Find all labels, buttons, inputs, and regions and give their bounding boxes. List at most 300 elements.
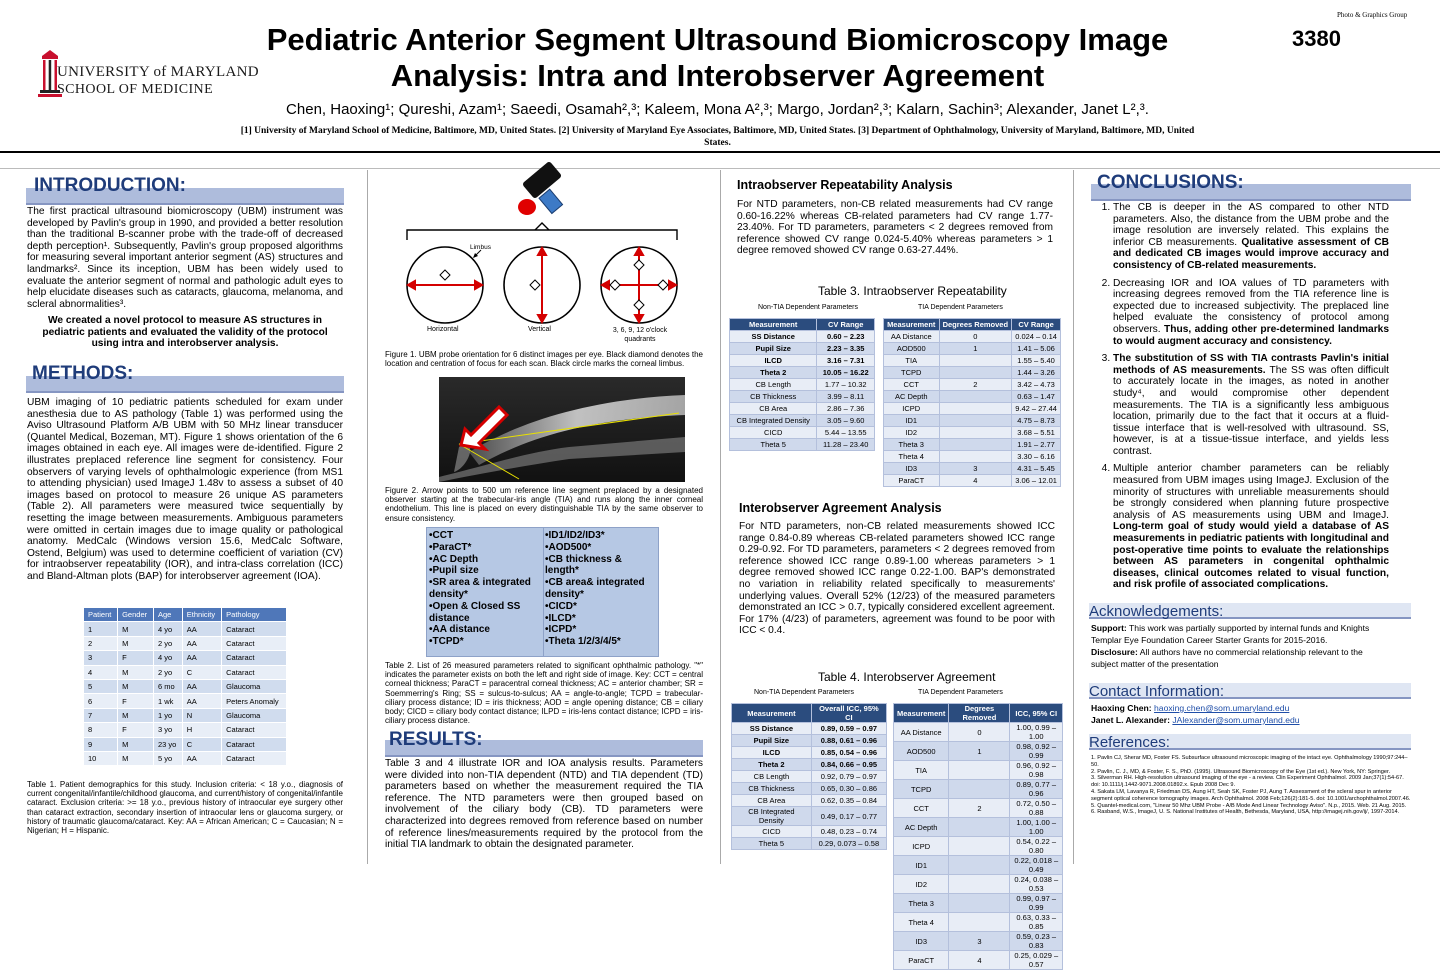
- table4-td-cell: 0.89, 0.77 – 0.96: [1010, 780, 1063, 799]
- table4-ntd-cell: Theta 5: [732, 838, 812, 850]
- table-1-cell: 1 yo: [153, 708, 182, 722]
- table4-td-row: [894, 723, 1063, 742]
- table-2-parameter: • Theta 1/2/3/4/5*: [545, 636, 658, 648]
- table3-ntd-cell: 10.05 – 16.22: [817, 367, 875, 379]
- table3-td-cell: 3.30 – 6.16: [1012, 451, 1061, 463]
- table3-td-cell: ParaCT: [884, 475, 940, 487]
- table-1-cell: 6: [84, 694, 118, 708]
- poster-number: 3380: [1292, 26, 1341, 51]
- contact-heading: Contact Information:: [1089, 683, 1225, 700]
- table-1-cell: Cataract: [222, 665, 287, 679]
- table3-td-cell: AC Depth: [884, 391, 940, 403]
- table-2-parameter: • AC Depth: [429, 554, 544, 566]
- table4-td-cell: TIA: [894, 761, 949, 780]
- table3-ntd-row: [730, 415, 875, 427]
- table4-td-cell: 0.25, 0.029 – 0.57: [1010, 951, 1063, 970]
- table4-td-row: [894, 761, 1063, 780]
- table-1-row: [84, 723, 287, 737]
- table3-td-cell: [939, 427, 1012, 439]
- table4-td-cell: 1.00, 0.99 – 1.00: [1010, 723, 1063, 742]
- contact-name-1: Haoxing Chen:: [1091, 703, 1152, 713]
- table-4-ntd-header: Measurement: [732, 704, 812, 723]
- table-1-demographics: [83, 607, 287, 766]
- conclusion-item: [1113, 353, 1389, 457]
- table-1-cell: 1 wk: [153, 694, 182, 708]
- table3-td-cell: 1.55 – 5.40: [1012, 355, 1061, 367]
- table4-td-cell: 0.59, 0.23 – 0.83: [1010, 932, 1063, 951]
- table4-td-cell: 0.54, 0.22 – 0.80: [1010, 837, 1063, 856]
- conclusion-text: The SS was often difficult to accurately locate in the images, as noted in another study⁴, and would compromise other dependent measurements. The TIA is a significantly less ambiguous location, primarily due to the fact that it occurs at a fluid-tissue interface that is well-resolved with ultrasound. SS, however, is at a tissue-tissue interface, and yields less contrast.: [1113, 364, 1389, 457]
- table4-ntd-cell: Theta 2: [732, 759, 812, 771]
- table3-td-cell: 3.68 – 5.51: [1012, 427, 1061, 439]
- table-3-td-header: Degrees Removed: [939, 319, 1012, 331]
- table-1-cell: 9: [84, 737, 118, 751]
- methods-heading: METHODS:: [32, 363, 134, 384]
- logo-school-name: SCHOOL OF MEDICINE: [57, 82, 214, 97]
- table4-td-cell: ID2: [894, 875, 949, 894]
- table4-td-cell: 0.22, 0.018 – 0.49: [1010, 856, 1063, 875]
- interobserver-heading: Interobserver Agreement Analysis: [739, 501, 942, 515]
- table4-td-cell: [949, 761, 1010, 780]
- table-1-cell: 4 yo: [153, 651, 182, 665]
- table3-ntd-row: [730, 331, 875, 343]
- table-2-parameter: • ICPD*: [545, 624, 658, 636]
- table3-ntd-row: [730, 403, 875, 415]
- table4-ntd-row: [732, 759, 887, 771]
- table-4-title: Table 4. Interobserver Agreement: [818, 670, 996, 684]
- reference-item: 1. Pavlin CJ, Sherar MD, Foster FS. Subsurface ultrasound microscopic imaging of the intact eye. Ophthalmology 1990;97:244–50.: [1091, 755, 1408, 768]
- table-1-cell: Glaucoma: [222, 708, 287, 722]
- table4-td-cell: [949, 913, 1010, 932]
- table-4-td-label: TIA Dependent Parameters: [918, 689, 1003, 696]
- table-1-cell: C: [182, 665, 221, 679]
- table3-td-cell: AA Distance: [884, 331, 940, 343]
- table4-td-cell: [949, 875, 1010, 894]
- table-1-cell: 2 yo: [153, 636, 182, 650]
- table4-td-cell: 2: [949, 799, 1010, 818]
- table-4-ntd-label: Non-TIA Dependent Parameters: [754, 689, 854, 696]
- author-list: Chen, Haoxing¹; Qureshi, Azam¹; Saeedi, Osamah²,³; Kaleem, Mona A²,³; Margo, Jordan²,³; Kalarn, Sachin³; Alexander, Janet L²,³.: [286, 101, 1149, 118]
- table-1-row: [84, 665, 287, 679]
- conclusion-item: [1113, 463, 1389, 591]
- table-1-cell: 4: [84, 665, 118, 679]
- table-3-td-label: TIA Dependent Parameters: [918, 304, 1003, 311]
- table3-td-row: [884, 403, 1061, 415]
- table-1-cell: AA: [182, 622, 221, 636]
- affiliations: [1] University of Maryland School of Medicine, Baltimore, MD, United States. [2] University of Maryland Eye Associates, Baltimore, MD, United States. [3] Department of Ophthalmology, University of Maryland, Baltimore, MD, United States.: [240, 126, 1195, 148]
- header-divider-band: [0, 153, 1440, 169]
- table-2-parameter: • ILCD*: [545, 613, 658, 625]
- table4-td-row: [894, 780, 1063, 799]
- table3-td-row: [884, 415, 1061, 427]
- table4-td-cell: [949, 818, 1010, 837]
- table3-ntd-cell: 5.44 – 13.55: [817, 427, 875, 439]
- table3-td-cell: 0: [939, 331, 1012, 343]
- contact-email-2[interactable]: JAlexander@som.umaryland.edu: [1172, 715, 1300, 725]
- figure-1-label-limbus: Limbus: [470, 244, 491, 251]
- table4-td-row: [894, 856, 1063, 875]
- table4-td-cell: Theta 3: [894, 894, 949, 913]
- table-3-td-header: Measurement: [884, 319, 940, 331]
- table3-ntd-cell: CB Length: [730, 379, 817, 391]
- table3-ntd-cell: SS Distance: [730, 331, 817, 343]
- table4-ntd-cell: CB Length: [732, 771, 812, 783]
- table-3-ntd: [729, 318, 875, 451]
- table4-td-cell: CCT: [894, 799, 949, 818]
- table-1-cell: F: [118, 651, 154, 665]
- table3-td-cell: 2: [939, 379, 1012, 391]
- table-1-cell: H: [182, 723, 221, 737]
- table3-td-cell: 3: [939, 463, 1012, 475]
- table4-td-cell: 1: [949, 742, 1010, 761]
- figure-2-ubm-image: [439, 377, 685, 482]
- table-2-caption: Table 2. List of 26 measured parameters related to significant ophthalmic pathology. "*" indicates the parameter exists on both the left and right side of image. Key: CCT = central corneal thickness; ParaCT = paracentral corneal thickness; AC = anterior chamber; SR = Soemmerring's Ring; SS = sulcus-to-sulcus; AA = angle-to-angle; TCPD = trabecular-ciliary process distance; ID = iris thickness; AOD = angle opening distance; CB = ciliary body; CICD = ciliary body contact distance; ILPD = iris-lens contact distance; ICPD = iris-ciliary process distance.: [385, 661, 703, 726]
- contact-name-2: Janet L. Alexander:: [1091, 715, 1170, 725]
- table4-td-row: [894, 837, 1063, 856]
- table-1-cell: 2: [84, 636, 118, 650]
- table-4-td-header: Measurement: [894, 704, 949, 723]
- table3-ntd-cell: Theta 2: [730, 367, 817, 379]
- table-1-header-row: [84, 608, 287, 622]
- conclusion-item: [1113, 278, 1389, 348]
- reference-item: 3. Silverman RH. High-resolution ultrasound imaging of the eye - a review. Clin Experiment Ophthalmol. 2009 Jan;37(1):54-67. doi: 10.1111/j.1442-9071.2008.01892.x. Epub 2008 Dec 9.: [1091, 775, 1404, 789]
- table4-td-row: [894, 875, 1063, 894]
- table3-td-cell: Theta 3: [884, 439, 940, 451]
- table3-td-cell: Theta 4: [884, 451, 940, 463]
- table-1-cell: M: [118, 622, 154, 636]
- reference-item: 2. Pavlin, C. J., MD, & Foster, F. S., PhD. (1995). Ultrasound Biomicroscopy of the Eye (1st ed.). New York, NY: Springer.: [1091, 768, 1391, 775]
- table3-ntd-row: [730, 367, 875, 379]
- table-1-cell: AA: [182, 651, 221, 665]
- table-2-parameter-list: [426, 527, 659, 657]
- figure-1-label-vertical: Vertical: [528, 326, 551, 333]
- table3-td-cell: TIA: [884, 355, 940, 367]
- table-1-cell: 10: [84, 751, 118, 765]
- table3-td-cell: 4: [939, 475, 1012, 487]
- table-1-cell: N: [182, 708, 221, 722]
- table4-ntd-cell: 0.88, 0.61 – 0.96: [811, 735, 886, 747]
- table-1-row: [84, 636, 287, 650]
- table-3-td-header: CV Range: [1012, 319, 1061, 331]
- results-text: Table 3 and 4 illustrate IOR and IOA analysis results. Parameters were divided into non-TIA dependent (NTD) and TIA dependent (TD) parameters based on whether the measurement required the TIA reference. The NTD parameters were then grouped based on involvement of the ciliary body (CB). TD parameters were characterized into degrees removed from reference based on number of reference lines/measurements required by the protocol from the initial TIA landmark to obtain the designated parameter.: [385, 758, 703, 851]
- table4-ntd-cell: 0.89, 0.59 – 0.97: [811, 723, 886, 735]
- table3-td-cell: [939, 439, 1012, 451]
- table4-td-cell: AOD500: [894, 742, 949, 761]
- table-1-cell: M: [118, 751, 154, 765]
- results-heading: RESULTS:: [389, 729, 483, 750]
- table4-td-cell: 0.24, 0.038 – 0.53: [1010, 875, 1063, 894]
- table-1-cell: 7: [84, 708, 118, 722]
- table4-td-cell: 0.98, 0.92 – 0.99: [1010, 742, 1063, 761]
- table-1-cell: M: [118, 665, 154, 679]
- reference-item: 5. Quantel-medical.com, "Linear 50 Mhz UBM Probe - A/B Mode And Linear Technology Aviso". N.p., 2015. Web. 21 Aug. 2015.: [1091, 802, 1407, 809]
- conclusion-emphasis: Long-term goal of study would yield a database of AS measurements in pediatric patients with longitudinal and post-operative time points to evaluate the relationships between AS parameters in congenital ophthalmic diseases, clinical outcomes related to visual function, and risk profile of associated complications.: [1113, 521, 1389, 591]
- contact-info: [1091, 702, 1401, 726]
- table4-td-cell: 1.00, 1.00 – 1.00: [1010, 818, 1063, 837]
- contact-email-1[interactable]: haoxing.chen@som.umaryland.edu: [1154, 703, 1290, 713]
- table-1-row: [84, 737, 287, 751]
- conclusion-text: Multiple anterior chamber parameters can be reliably measured from UBM images using ImageJ. Exclusion of the minority of structures with unreliable measurements should be strongly considered when planning future prospective analysis of AS measurements using UBM and ImageJ.: [1113, 463, 1389, 521]
- table4-td-cell: 0.72, 0.50 – 0.88: [1010, 799, 1063, 818]
- table-1-row: [84, 679, 287, 693]
- table-2-parameter: • CCT: [429, 530, 544, 542]
- table3-ntd-cell: ILCD: [730, 355, 817, 367]
- table4-td-cell: ICPD: [894, 837, 949, 856]
- intraobserver-heading: Intraobserver Repeatability Analysis: [737, 178, 953, 192]
- table-1-cell: 23 yo: [153, 737, 182, 751]
- table3-td-cell: 1.41 – 5.06: [1012, 343, 1061, 355]
- table3-td-cell: 1.91 – 2.77: [1012, 439, 1061, 451]
- table4-ntd-row: [732, 838, 887, 850]
- table3-td-row: [884, 355, 1061, 367]
- table3-ntd-row: [730, 427, 875, 439]
- table3-td-row: [884, 475, 1061, 487]
- support-text: This work was partially supported by internal funds and Knights Templar Eye Foundation Career Starter Grants for 2015-2016.: [1091, 623, 1370, 645]
- table3-td-row: [884, 379, 1061, 391]
- table-2-parameter: • CB area& integrated density*: [545, 577, 658, 601]
- table4-ntd-row: [732, 783, 887, 795]
- table3-td-cell: 3.42 – 4.73: [1012, 379, 1061, 391]
- references-band: [1089, 734, 1411, 750]
- table4-td-row: [894, 742, 1063, 761]
- table3-ntd-cell: Pupil Size: [730, 343, 817, 355]
- conclusion-text: Decreasing IOR and IOA values of TD parameters with increasing degrees removed from the TIA reference line is expected due to increased subjectivity. The preplaced line helped evaluate the consistency of protocol among observers.: [1113, 277, 1389, 335]
- table3-td-cell: [939, 451, 1012, 463]
- table3-td-cell: AOD500: [884, 343, 940, 355]
- conclusion-emphasis: Thus, adding other pre-determined landmarks to would augment accuracy and consistency.: [1113, 323, 1390, 347]
- conclusions-list: [1103, 202, 1389, 597]
- reference-item: 6. Rasband, W.S., ImageJ, U. S. National Institutes of Health, Bethesda, Maryland, USA, http://imagej.nih.gov/ij/, 1997-2014.: [1091, 809, 1400, 816]
- table3-td-cell: 1.44 – 3.26: [1012, 367, 1061, 379]
- table-1-cell: Cataract: [222, 751, 287, 765]
- table-4-td: [893, 703, 1063, 970]
- column-divider-1: [367, 170, 368, 864]
- table-1-cell: C: [182, 737, 221, 751]
- table-3-ntd-header: Measurement: [730, 319, 817, 331]
- table-2-parameter: • Pupil size: [429, 565, 544, 577]
- table3-ntd-cell: 1.77 – 10.32: [817, 379, 875, 391]
- table4-td-cell: 0.96, 0.92 – 0.98: [1010, 761, 1063, 780]
- reference-item: 4. Sakata LM, Lavanya R, Friedman DS, Aung HT, Seah SK, Foster PJ, Aung T. Assessment of the scleral spur in anterior segment optical coherence tomography images. Arch Ophthalmol. 2008 Feb;126(2):181-5. doi: 10.1001/archophthalmol.2007.46.: [1091, 788, 1411, 802]
- figure-2-caption: Figure 2. Arrow points to 500 um reference line segment preplaced by a designated observer starting at the trabecular-iris angle (TIA) and runs along the inner corneal endothelium. This line is placed on every distinguishable TIA by the same observer to ensure consistency.: [385, 486, 703, 523]
- table3-ntd-cell: 3.16 – 7.31: [817, 355, 875, 367]
- table4-ntd-cell: CICD: [732, 826, 812, 838]
- table4-td-cell: [949, 837, 1010, 856]
- table-1-cell: M: [118, 636, 154, 650]
- table4-ntd-cell: 0.92, 0.79 – 0.97: [811, 771, 886, 783]
- table4-td-cell: Theta 4: [894, 913, 949, 932]
- table-4-td-header: Degrees Removed: [949, 704, 1010, 723]
- logo-university-name: UNIVERSITY of MARYLAND: [57, 64, 259, 80]
- table4-td-cell: ParaCT: [894, 951, 949, 970]
- table4-ntd-cell: ILCD: [732, 747, 812, 759]
- table4-td-cell: TCPD: [894, 780, 949, 799]
- table-1-cell: F: [118, 723, 154, 737]
- table-1-cell: 1: [84, 622, 118, 636]
- table3-td-cell: 0.024 – 0.14: [1012, 331, 1061, 343]
- table-1-cell: 4 yo: [153, 622, 182, 636]
- table-1-cell: AA: [182, 694, 221, 708]
- table3-ntd-row: [730, 391, 875, 403]
- table3-td-cell: 0.63 – 1.47: [1012, 391, 1061, 403]
- references-list: [1091, 755, 1411, 816]
- table4-td-cell: ID1: [894, 856, 949, 875]
- table-1-cell: M: [118, 679, 154, 693]
- table3-td-row: [884, 463, 1061, 475]
- table-1-cell: Cataract: [222, 622, 287, 636]
- table3-td-cell: TCPD: [884, 367, 940, 379]
- table3-td-cell: 3.06 – 12.01: [1012, 475, 1061, 487]
- table4-td-cell: ID3: [894, 932, 949, 951]
- contact-band: [1089, 683, 1411, 699]
- table-1-cell: Glaucoma: [222, 679, 287, 693]
- table-1-header: Patient: [84, 608, 118, 622]
- figure-1-label-quadrants: 3, 6, 9, 12 o'clock quadrants: [612, 327, 668, 343]
- table4-td-cell: [949, 894, 1010, 913]
- table-1-cell: Peters Anomaly: [222, 694, 287, 708]
- table-1-cell: 8: [84, 723, 118, 737]
- acknowledgements-band: [1089, 603, 1411, 619]
- table-1-header: Gender: [118, 608, 154, 622]
- table-2-parameter: • TCPD*: [429, 636, 544, 648]
- table3-ntd-row: [730, 343, 875, 355]
- table3-ntd-cell: 3.05 – 9.60: [817, 415, 875, 427]
- table3-td-cell: CCT: [884, 379, 940, 391]
- table-1-row: [84, 622, 287, 636]
- table4-td-row: [894, 932, 1063, 951]
- table-3-ntd-header: CV Range: [817, 319, 875, 331]
- table4-ntd-cell: 0.85, 0.54 – 0.96: [811, 747, 886, 759]
- table4-td-cell: 0.99, 0.97 – 0.99: [1010, 894, 1063, 913]
- title-line-2: Analysis: Intra and Interobserver Agreement: [390, 58, 1045, 93]
- table4-ntd-cell: 0.29, 0.073 – 0.58: [811, 838, 886, 850]
- table-2-parameter: • CB thickness & length*: [545, 554, 658, 578]
- table3-td-row: [884, 391, 1061, 403]
- table-1-cell: Cataract: [222, 651, 287, 665]
- methods-text: UBM imaging of 10 pediatric patients scheduled for exam under anesthesia due to AS pathology (Table 1) was performed using the Aviso Ultrasound Platform A/B UBM with 50 MHz linear transducer (Quantel Medical, Bozeman, MT). Figure 1 shows orientation of the 6 images obtained in each eye. All images were de-identified. Figure 2 illustrates preplaced reference line segment for consistency. Four observers of varying levels of ophthalmologic experience (from MS1 to attending physician) used ImageJ 1.48v to assess a subset of 40 images based on protocol to measure 26 unique AS parameters (Table 2). All parameters were measured twice sequentially by resetting the image between measurements. Ambiguous parameters were omitted in certain images due to image quality or pathological anatomy. MedCalc (Windows version 15.6, MedCalc Software, Ostend, Belgium) was used to determine coefficient of variation (CV) for intraobserver repeatability (IOR), and intra-class correlation (ICC) and Bland-Altman plots (BAP) for interobserver agreement (IOA).: [27, 397, 343, 582]
- table-1-cell: Cataract: [222, 737, 287, 751]
- table-1-row: [84, 751, 287, 765]
- table-1-cell: Cataract: [222, 636, 287, 650]
- table3-ntd-cell: CB Area: [730, 403, 817, 415]
- figure-1-caption: Figure 1. UBM probe orientation for 6 distinct images per eye. Black diamond denotes the location and centration of focus for each scan. Black circle marks the corneal limbus.: [385, 350, 703, 369]
- table4-ntd-cell: SS Distance: [732, 723, 812, 735]
- title-line-1: Pediatric Anterior Segment Ultrasound Biomicroscopy Image: [266, 22, 1169, 57]
- ubm-probe-icon: [518, 161, 563, 215]
- intraobserver-text: For NTD parameters, non-CB related measurements had CV range 0.60-16.22% whereas CB-related parameters had CV range 1.77-23.40%. For TD parameters, parameters < 2 degrees removed from reference showed CV range 0.024-5.40% whereas parameters > 1 degree removed showed CV range 0.63-27.44%.: [737, 199, 1053, 257]
- support-label: Support:: [1091, 623, 1127, 633]
- table4-ntd-cell: Pupil Size: [732, 735, 812, 747]
- table3-td-cell: 9.42 – 27.44: [1012, 403, 1061, 415]
- interobserver-text: For NTD parameters, non-CB related measurements showed ICC range 0.84-0.89 whereas CB-related parameters showed ICC range 0.29-0.92. For TD parameters, parameters < 2 degrees removed from reference showed ICC range 0.89-1.00 whereas parameters > 1 degree removed showed ICC range 0.22-1.00. BAP's demonstrated no variation in reliability related specifically to measurements' underlying values. Overall 52% (12/23) of the measured parameters demonstrated an ICC > 0.7, typically considered excellent agreement. For 17% (4/23) of parameters, agreement was found to be poor with ICC < 0.4.: [739, 521, 1055, 637]
- table-1-row: [84, 651, 287, 665]
- table-1-cell: F: [118, 694, 154, 708]
- table3-td-cell: 4.75 – 8.73: [1012, 415, 1061, 427]
- table-1-cell: 2 yo: [153, 665, 182, 679]
- table-1-caption: Table 1. Patient demographics for this study. Inclusion criteria: < 18 y.o., diagnosis of current congenital/infantile/childhood glaucoma, and current/history of congenital/infantile cataract. Exclusion criteria: >= 18 y.o., previous history of intraocular eye surgery other than cataract extraction, secondary insertion of intraocular lens or glaucoma surgery, or history of traumatic glaucoma/cataract. Key: AA = African American; C = Caucasian; N = Nigerian; H = Hispanic.: [27, 780, 343, 836]
- acknowledgements-heading: Acknowledgements:: [1089, 603, 1224, 620]
- table3-ntd-cell: CB Thickness: [730, 391, 817, 403]
- poster-title: [240, 22, 1195, 94]
- table-1-cell: 6 mo: [153, 679, 182, 693]
- table-2-parameter: • CICD*: [545, 601, 658, 613]
- table-1-cell: 3: [84, 651, 118, 665]
- table3-td-row: [884, 439, 1061, 451]
- disclosure-text: All authors have no commercial relationship relevant to the subject matter of the presentation: [1091, 647, 1363, 669]
- table4-td-row: [894, 818, 1063, 837]
- table4-td-cell: 4: [949, 951, 1010, 970]
- table-1-cell: 5 yo: [153, 751, 182, 765]
- table-1-row: [84, 694, 287, 708]
- introduction-text: The first practical ultrasound biomicroscopy (UBM) instrument was developed by Pavlin's group in 1990, and provided a better resolution than the traditional B-scanner probe with the trade-off of decreased depth perception¹. Subsequently, Pavlin's group proposed algorithms for measuring several important anterior segment (AS) structures and landmarks². Since its inception, UBM has been widely used to evaluate the anterior segment of normal and pathologic adult eyes to help elucidate diseases such as cataracts, glaucoma, melanoma, and scleral abnormalities³.: [27, 206, 343, 310]
- table4-ntd-row: [732, 723, 887, 735]
- conclusions-heading: CONCLUSIONS:: [1097, 172, 1244, 193]
- table3-td-row: [884, 343, 1061, 355]
- table4-td-row: [894, 799, 1063, 818]
- table3-td-cell: ID2: [884, 427, 940, 439]
- table3-ntd-cell: 11.28 – 23.40: [817, 439, 875, 451]
- table4-ntd-cell: 0.48, 0.23 – 0.74: [811, 826, 886, 838]
- table-1-cell: 3 yo: [153, 723, 182, 737]
- table-1-cell: AA: [182, 636, 221, 650]
- table3-td-cell: 1: [939, 343, 1012, 355]
- table-1-row: [84, 708, 287, 722]
- table4-ntd-row: [732, 807, 887, 826]
- table3-ntd-cell: 3.99 – 8.11: [817, 391, 875, 403]
- table3-ntd-cell: 2.23 – 3.35: [817, 343, 875, 355]
- table3-td-cell: [939, 367, 1012, 379]
- table4-td-cell: [949, 856, 1010, 875]
- table3-td-row: [884, 331, 1061, 343]
- study-aim: We created a novel protocol to measure AS structures in pediatric patients and evaluated the validity of the protocol using intra and interobserver analysis.: [42, 315, 328, 350]
- table-2-parameter: • AA distance: [429, 624, 544, 636]
- column-divider-3: [1073, 170, 1074, 864]
- table4-ntd-cell: CB Integrated Density: [732, 807, 812, 826]
- table4-ntd-cell: CB Area: [732, 795, 812, 807]
- table-2-parameter: • ID1/ID2/ID3*: [545, 530, 658, 542]
- table4-td-row: [894, 951, 1063, 970]
- table4-ntd-cell: CB Thickness: [732, 783, 812, 795]
- table4-td-cell: 3: [949, 932, 1010, 951]
- figure-1-probe-diagram: [395, 165, 695, 345]
- table-1-cell: M: [118, 737, 154, 751]
- references-heading: References:: [1089, 734, 1170, 751]
- table3-td-row: [884, 427, 1061, 439]
- table4-ntd-cell: 0.62, 0.35 – 0.84: [811, 795, 886, 807]
- table3-ntd-cell: 0.60 – 2.23: [817, 331, 875, 343]
- table4-ntd-row: [732, 795, 887, 807]
- table3-ntd-row: [730, 379, 875, 391]
- table3-ntd-cell: Theta 5: [730, 439, 817, 451]
- photo-credit: Photo & Graphics Group: [1337, 11, 1408, 19]
- table3-td-cell: [939, 415, 1012, 427]
- table4-td-cell: AA Distance: [894, 723, 949, 742]
- table-1-header: Ethnicity: [182, 608, 221, 622]
- table-1-cell: AA: [182, 751, 221, 765]
- table3-ntd-cell: 2.86 – 7.36: [817, 403, 875, 415]
- table3-ntd-row: [730, 355, 875, 367]
- table-3-td: [883, 318, 1061, 487]
- table-2-parameter: • ParaCT*: [429, 542, 544, 554]
- table4-td-row: [894, 894, 1063, 913]
- table-2-parameter: • AOD500*: [545, 542, 658, 554]
- table-1-cell: AA: [182, 679, 221, 693]
- table3-td-row: [884, 451, 1061, 463]
- table3-td-cell: ID1: [884, 415, 940, 427]
- table-1-header: Age: [153, 608, 182, 622]
- acknowledgements-text: [1091, 622, 1391, 670]
- table3-ntd-cell: CB Integrated Density: [730, 415, 817, 427]
